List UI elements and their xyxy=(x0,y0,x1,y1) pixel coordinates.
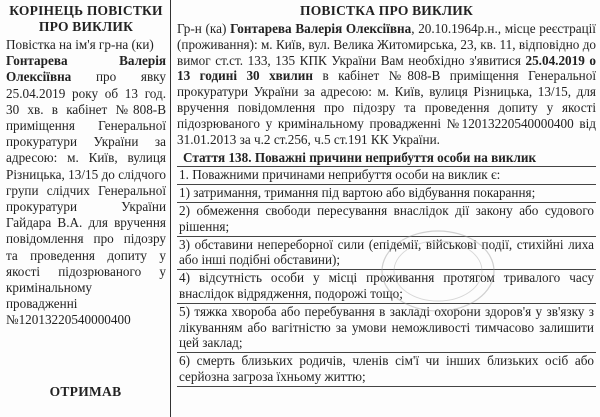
stub-name: Гонтарева Валерія Олексіївна xyxy=(6,53,166,85)
stub-intro: Повістка на ім'я гр-на (ки) xyxy=(6,37,154,52)
list-item: 2) обмеження свободи пересування внаслідок дії закону або судового рішення; xyxy=(177,203,596,237)
stub-title-line2: ПРО ВИКЛИК xyxy=(38,19,134,34)
list-item: 1) затримання, тримання під вартою або відбування покарання; xyxy=(177,185,596,203)
summons-title: ПОВІСТКА ПРО ВИКЛИК xyxy=(300,3,473,18)
summons-date: 25.04.2019 о 13 годині 30 хвилин xyxy=(177,52,597,84)
summons-text-mid: , 20.10.1964р.н., місце реєстрації (проживання): м. Київ, вул. Велика Житомирська, 23, кв. 11, відповідно до вимог ст.ст. 133, 135 КПК України Вам необхідно з'явитися xyxy=(177,21,596,68)
article-title: Стаття 138. Поважні причини неприбуття особи на виклик xyxy=(183,150,537,166)
stub-title-line1: КОРІНЕЦЬ ПОВІСТКИ xyxy=(9,3,163,18)
reasons-list xyxy=(177,166,596,386)
list-item: 1. Поважними причинами неприбуття особи на виклик є: xyxy=(177,166,596,185)
summons-column xyxy=(171,0,600,417)
list-item: 4) відсутність особи у місці проживання протягом тривалого часу внаслідок відрядження, подорожі тощо; xyxy=(177,270,596,304)
stub-body xyxy=(6,37,166,329)
summons-text-end: в кабінет №808-В приміщення Генеральної прокуратури України за адресою: м. Київ, вулиця Різницька, 13/15, для вручення повідомлення про підозру та проведення допиту у якості підозрюваного у кримінальному провадженні №12013220540000400 від 31.01.2013 за ч.2 ст.256, ч.5 ст.191 КК України. xyxy=(177,68,596,147)
list-item: 5) тяжка хвороба або перебування в закладі охорони здоров'я у зв'язку з лікуванням або вагітністю за умови неможливості тимчасово залишити цей заклад; xyxy=(177,304,596,353)
list-item: 6) смерть близьких родичів, членів сім'ї чи інших близьких осіб або серйозна загроза їхньому життю; xyxy=(177,353,596,387)
summons-name: Гонтарева Валерія Олексіївна xyxy=(230,21,412,36)
stub-column xyxy=(0,0,171,417)
list-item: 3) обставини непереборної сили (епідемії, військові події, стихійні лиха або інші подібні обставини); xyxy=(177,237,596,271)
stub-text: про явку 25.04.2019 року об 13 год. 30 хв. в кабінет №808-В приміщення Генеральної прокуратури України за адресою: м. Київ, вулиця Різницька, 13/15 до слідчого групи слідчих Генеральної прокуратури України Гайдара В.А. для вручення повідомлення про підозру та проведення допиту у якості підозрюваного у кримінальному провадженні №12013220540000400 xyxy=(6,69,166,328)
summons-text-start: Гр-н (ка) xyxy=(177,21,231,36)
stub-received-label: ОТРИМАВ xyxy=(49,384,122,399)
summons-paragraph xyxy=(177,21,596,147)
